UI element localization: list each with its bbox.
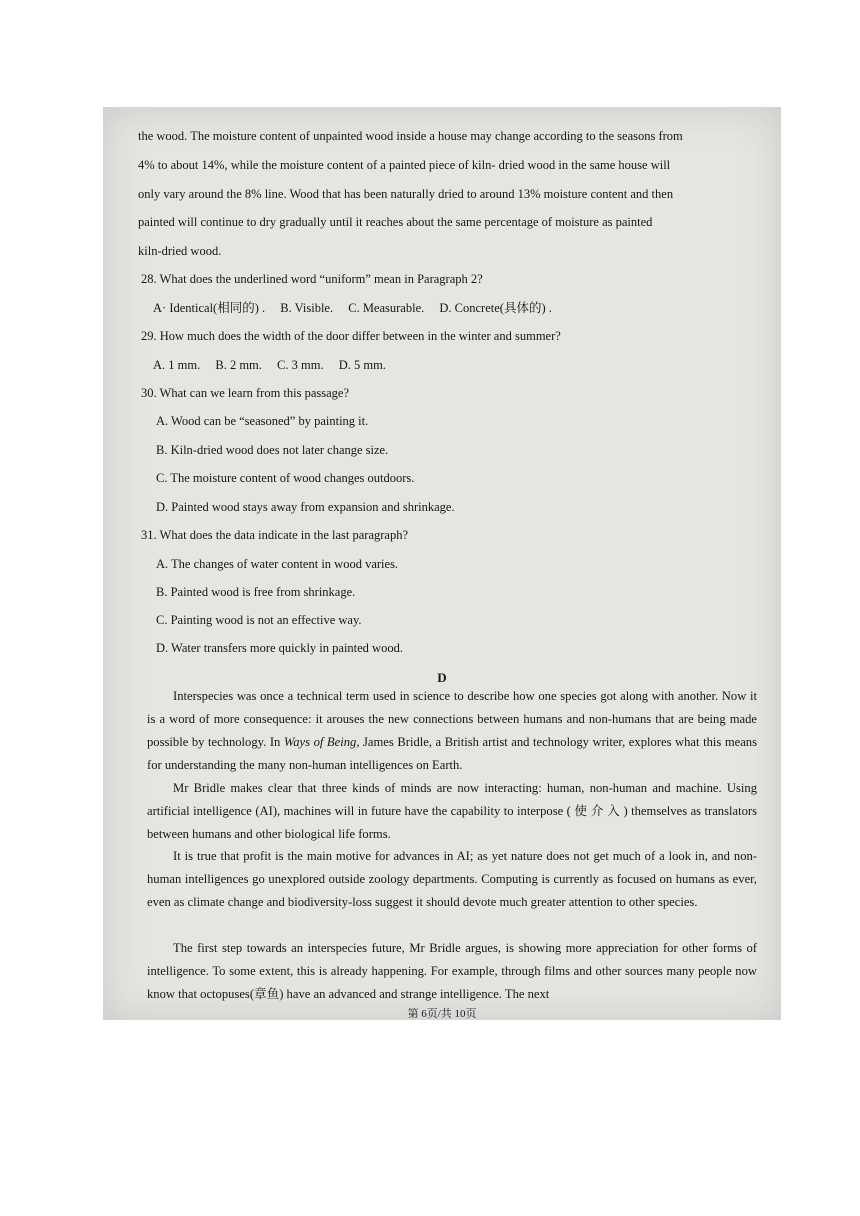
question-30-stem	[141, 385, 349, 401]
exam-page	[103, 107, 781, 1020]
paragraph-text: , James Bridle, a British artist and technology writer, explores what this means for understanding the many non-human intelligences on Earth.	[147, 735, 758, 772]
option-a: A· Identical(相同的) .	[153, 301, 266, 315]
question-28-options	[153, 300, 564, 316]
passage-c-line: only vary around the 8% line. Wood that has been naturally dried to around 13% moisture content and then	[138, 187, 674, 201]
option-d: D. Concrete(具体的) .	[439, 301, 552, 315]
passage-d-paragraph-2: Mr Bridle makes clear that three kinds of minds are now interacting: human, non-human and machine. Using artificial intelligence (AI), machines will in future have the capability to interpose ( 使 介 入 ) themselves as translators between humans and other biological life forms.	[147, 781, 757, 841]
question-29-stem	[141, 328, 561, 344]
question-29-options	[153, 357, 398, 373]
passage-c-line: the wood. The moisture content of unpainted wood inside a house may change according to the seasons from	[138, 129, 683, 143]
option-a: A. The changes of water content in wood varies.	[156, 557, 399, 571]
option-b: B. 2 mm.	[215, 358, 262, 372]
question-31-stem	[141, 527, 408, 543]
section-heading: D	[437, 670, 447, 685]
option-a: A. Wood can be “seasoned” by painting it.	[156, 414, 369, 428]
option-a: A. 1 mm.	[153, 358, 201, 372]
option-c: C. Measurable.	[348, 301, 425, 315]
option-b: B. Painted wood is free from shrinkage.	[156, 585, 356, 599]
passage-d-paragraph-1	[147, 685, 757, 777]
question-stem-text: 31. What does the data indicate in the last paragraph?	[141, 528, 409, 542]
paragraph-text: Interspecies was once a technical term used in science to describe how one species got along with another. Now it is a word of more consequence: it arouses the new connections between humans and non-humans that are being made possible by technology. In	[147, 689, 757, 749]
passage-d-paragraph-3: It is true that profit is the main motive for advances in AI; as yet nature does not get much of a look in, and non-human intelligences go unexplored outside zoology departments. Computing is currently as focused on humans as ever, even as climate change and biodiversity-loss suggest it should devote much greater attention to other species.	[147, 849, 757, 909]
option-c: C. The moisture content of wood changes outdoors.	[156, 471, 415, 485]
option-c: C. Painting wood is not an effective way.	[156, 613, 362, 627]
passage-c-line: kiln-dried wood.	[138, 244, 222, 258]
option-b: B. Visible.	[280, 301, 334, 315]
question-stem-text: 29. How much does the width of the door differ between in the winter and summer?	[141, 329, 561, 343]
question-stem-text: 30. What can we learn from this passage?	[141, 386, 350, 400]
book-title: Ways of Being	[283, 735, 357, 749]
option-d: D. Painted wood stays away from expansion and shrinkage.	[156, 500, 455, 514]
option-d: D. Water transfers more quickly in painted wood.	[156, 641, 403, 655]
option-b: B. Kiln-dried wood does not later change size.	[156, 443, 389, 457]
passage-c-line: painted will continue to dry gradually until it reaches about the same percentage of moisture as painted	[138, 215, 653, 229]
passage-c-line: 4% to about 14%, while the moisture content of a painted piece of kiln- dried wood in the same house will	[138, 158, 671, 172]
question-28-stem	[141, 271, 483, 287]
page-number: 第 6页/共 10页	[407, 1008, 477, 1020]
question-stem-text: 28. What does the underlined word “uniform” mean in Paragraph 2?	[141, 272, 483, 286]
option-d: D. 5 mm.	[338, 358, 386, 372]
passage-d-paragraph-4: The first step towards an interspecies future, Mr Bridle argues, is showing more appreciation for other forms of intelligence. To some extent, this is already happening. For example, through films and other sources many people now know that octopuses(章鱼) have an advanced and strange intelligence. The next	[147, 941, 757, 1001]
option-c: C. 3 mm.	[277, 358, 324, 372]
